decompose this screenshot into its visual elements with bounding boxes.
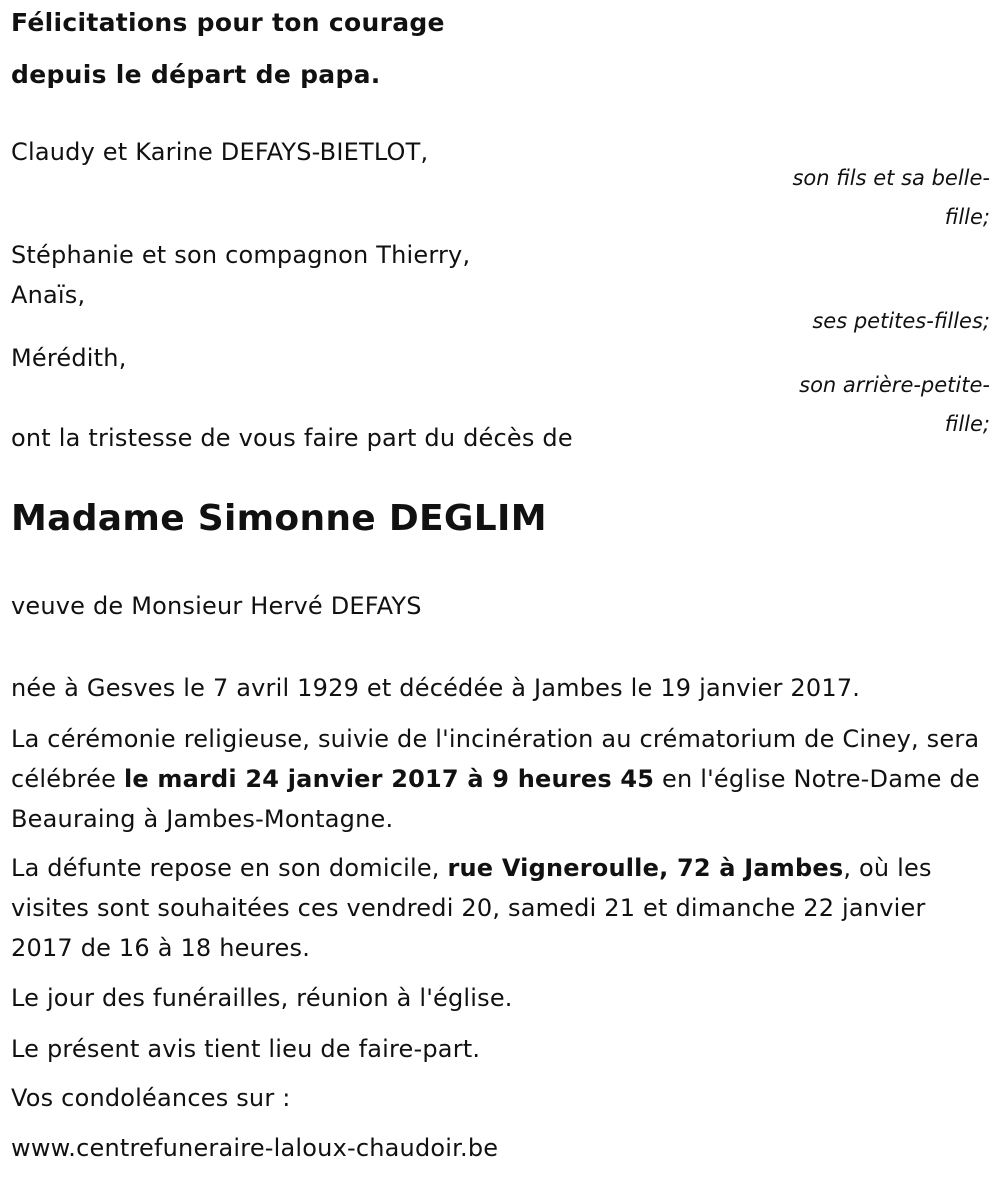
ceremony-text: en l'église Notre-Dame de Beauraing à Jambes-Montagne. [11, 765, 980, 833]
announcement-text: ont la tristesse de vous faire part du décès de [11, 424, 573, 452]
ceremony-text: La cérémonie religieuse, suivie de l'incinération au crématorium de Ciney, sera célébrée [11, 725, 980, 793]
family-member-name: Claudy et Karine DEFAYS-BIETLOT, [11, 138, 429, 166]
repose-text: La défunte repose en son domicile, [11, 854, 448, 882]
family-member-name: Anaïs, [11, 281, 86, 309]
ceremony-date: le mardi 24 janvier 2017 à 9 heures 45 [123, 765, 655, 793]
intro-line-1: Félicitations pour ton courage [11, 8, 445, 37]
notice-text: Le présent avis tient lieu de faire-part. [11, 1035, 481, 1063]
relation-line: son fils et sa belle- [792, 166, 990, 190]
relation-line: fille; [944, 205, 990, 229]
deceased-name: Madame Simonne DEGLIM [11, 498, 547, 539]
relation-line: fille; [944, 412, 990, 436]
repose-text: , où les visites sont souhaitées ces vendredi 20, samedi 21 et dimanche 22 janvier 2017 de 16 à 18 heures. [11, 854, 932, 962]
ceremony-paragraph [11, 719, 991, 839]
condolences-label: Vos condoléances sur : [11, 1084, 291, 1112]
widow-of-text: veuve de Monsieur Hervé DEFAYS [11, 592, 422, 620]
funeral-day-text: Le jour des funérailles, réunion à l'église. [11, 984, 513, 1012]
repose-paragraph [11, 848, 991, 968]
relation-line: son arrière-petite- [799, 373, 990, 397]
family-member-relation: ses petites-filles; [812, 309, 990, 333]
intro-line-2: depuis le départ de papa. [11, 60, 381, 89]
family-member-name: Stéphanie et son compagnon Thierry, [11, 241, 471, 269]
family-member-relation [792, 159, 990, 237]
family-member-name: Mérédith, [11, 344, 127, 372]
family-member-relation [799, 366, 990, 444]
birth-death-text: née à Gesves le 7 avril 1929 et décédée à Jambes le 19 janvier 2017. [11, 674, 861, 702]
website-link[interactable]: www.centrefuneraire-laloux-chaudoir.be [11, 1134, 499, 1162]
repose-address: rue Vigneroulle, 72 à Jambes [447, 854, 844, 882]
